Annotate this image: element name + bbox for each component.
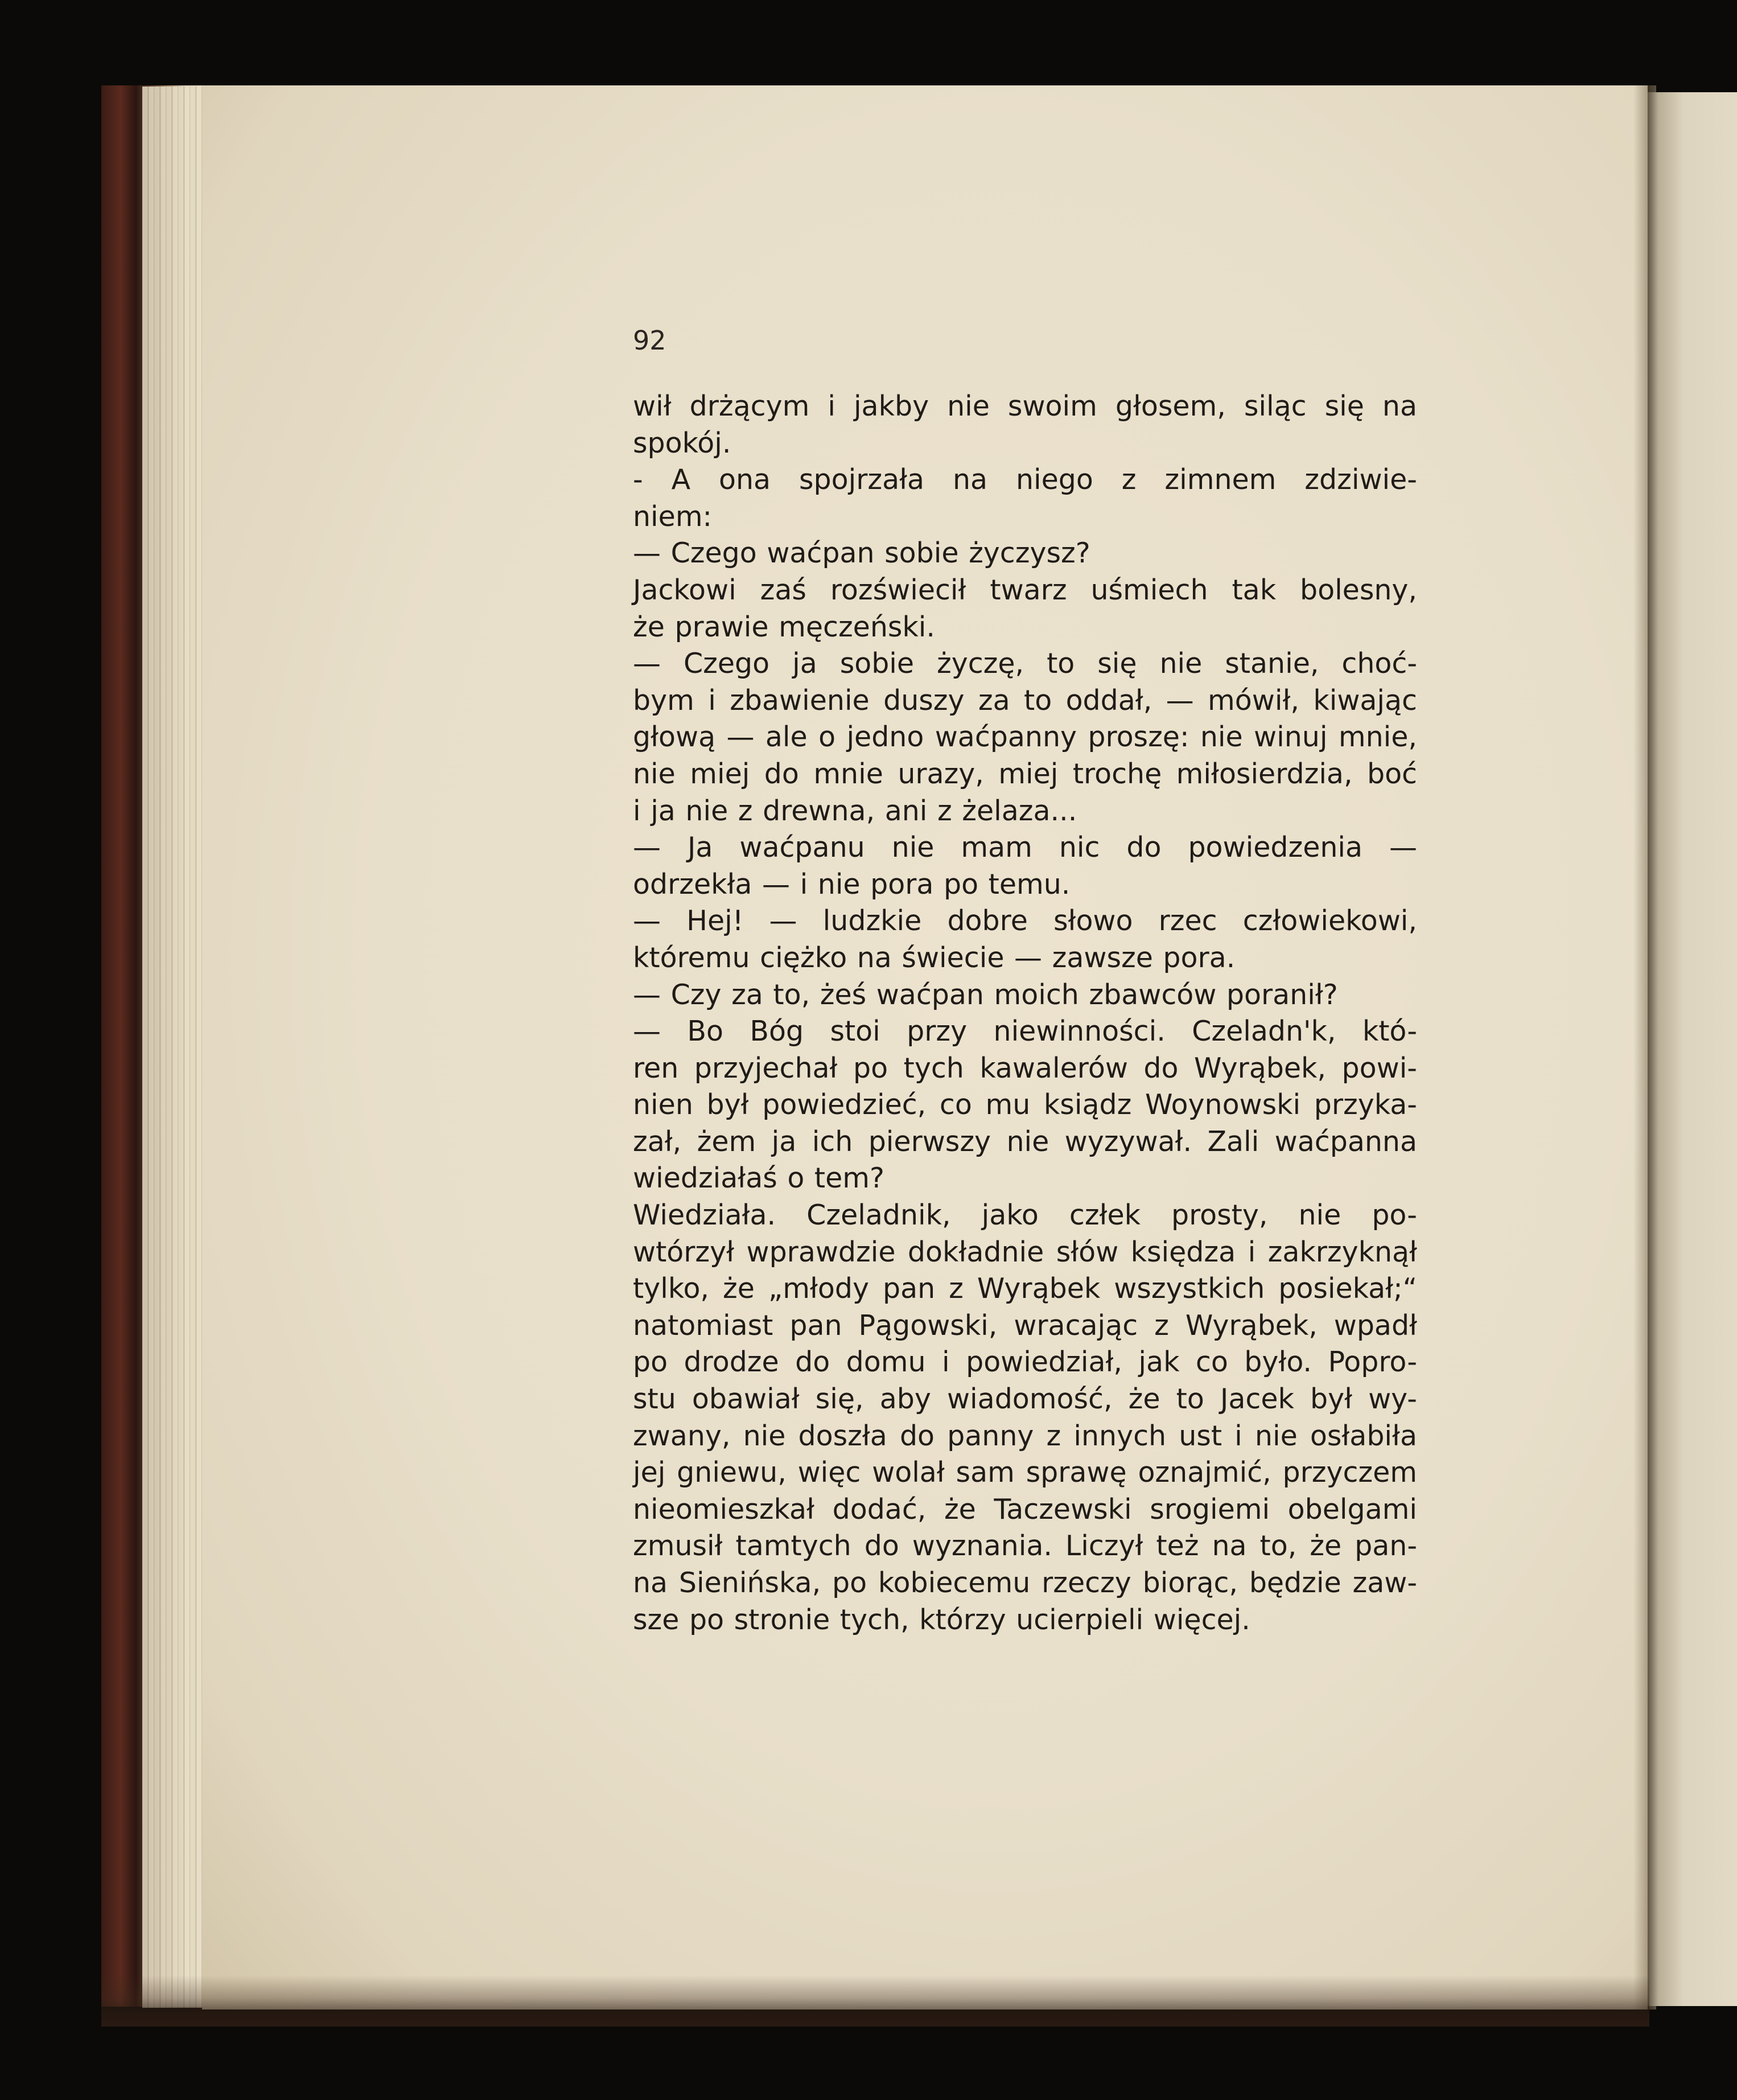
body-text — [633, 388, 1417, 1638]
text-line: wtórzył wprawdzie dokładnie słów księdza i zakrzyknął — [633, 1235, 1417, 1268]
text-line: — Hej! — ludzkie dobre słowo rzec człowiekowi, — [633, 905, 1417, 938]
text-line: sze po stronie tych, którzy ucierpieli więcej. — [633, 1603, 1250, 1636]
text-line: głową — ale o jedno waćpanny proszę: nie winuj mnie, — [633, 721, 1417, 754]
text-line: spokój. — [633, 426, 731, 459]
text-line: - A ona spojrzała na niego z zimnem zdziwie- — [633, 463, 1417, 496]
text-line: niem: — [633, 500, 713, 533]
text-line: któremu ciężko na świecie — zawsze pora. — [633, 941, 1236, 974]
text-line: bym i zbawienie duszy za to oddał, — mówił, kiwając — [633, 684, 1417, 717]
text-line: zał, żem ja ich pierwszy nie wyzywał. Zali waćpanna — [633, 1125, 1417, 1158]
text-line: ren przyjechał po tych kawalerów do Wyrąbek, powi- — [633, 1051, 1417, 1084]
text-line: odrzekła — i nie pora po temu. — [633, 868, 1071, 901]
text-line: wił drżącym i jakby nie swoim głosem, siląc się na — [633, 390, 1417, 422]
text-line: — Bo Bóg stoi przy niewinności. Czeladn'k, któ- — [633, 1015, 1417, 1048]
text-line: tylko, że „młody pan z Wyrąbek wszystkich posiekał;“ — [633, 1272, 1417, 1305]
text-line: nieomieszkał dodać, że Taczewski srogiemi obelgami — [633, 1493, 1417, 1526]
text-line: stu obawiał się, aby wiadomość, że to Jacek był wy- — [633, 1383, 1417, 1416]
text-line: Jackowi zaś rozświecił twarz uśmiech tak bolesny, — [633, 573, 1417, 606]
text-line: i ja nie z drewna, ani z żelaza... — [633, 794, 1077, 827]
text-line: po drodze do domu i powiedział, jak co było. Popro- — [633, 1346, 1417, 1379]
text-line: zmusił tamtych do wyznania. Liczył też na to, że pan- — [633, 1530, 1417, 1563]
text-line: Wiedziała. Czeladnik, jako człek prosty, nie po- — [633, 1199, 1417, 1232]
text-line: że prawie męczeński. — [633, 610, 935, 643]
page-stack-edges — [142, 87, 211, 2008]
text-line: na Sienińska, po kobiecemu rzeczy biorąc, będzie zaw- — [633, 1567, 1417, 1599]
text-line: natomiast pan Pągowski, wracając z Wyrąbek, wpadł — [633, 1309, 1417, 1342]
text-line: — Ja waćpanu nie mam nic do powiedzenia — — [633, 831, 1417, 864]
text-line: zwany, nie doszła do panny z innych ust i nie osłabiła — [633, 1419, 1417, 1452]
text-line: — Czego ja sobie życzę, to się nie stanie, choć- — [633, 647, 1417, 680]
text-line: — Czego waćpan sobie życzysz? — [633, 537, 1090, 570]
text-line: nie miej do mnie urazy, miej trochę miłosierdzia, boć — [633, 757, 1417, 790]
text-line: — Czy za to, żeś waćpan moich zbawców poranił? — [633, 978, 1338, 1011]
page-number: 92 — [633, 325, 666, 356]
text-line: jej gniewu, więc wolał sam sprawę oznajmić, przyczem — [633, 1456, 1417, 1489]
text-line: wiedziałaś o tem? — [633, 1162, 885, 1195]
text-line: nien był powiedzieć, co mu ksiądz Woynowski przyka- — [633, 1088, 1417, 1121]
facing-page-edge — [1648, 92, 1737, 2006]
bottom-shadow — [101, 1975, 1649, 2027]
